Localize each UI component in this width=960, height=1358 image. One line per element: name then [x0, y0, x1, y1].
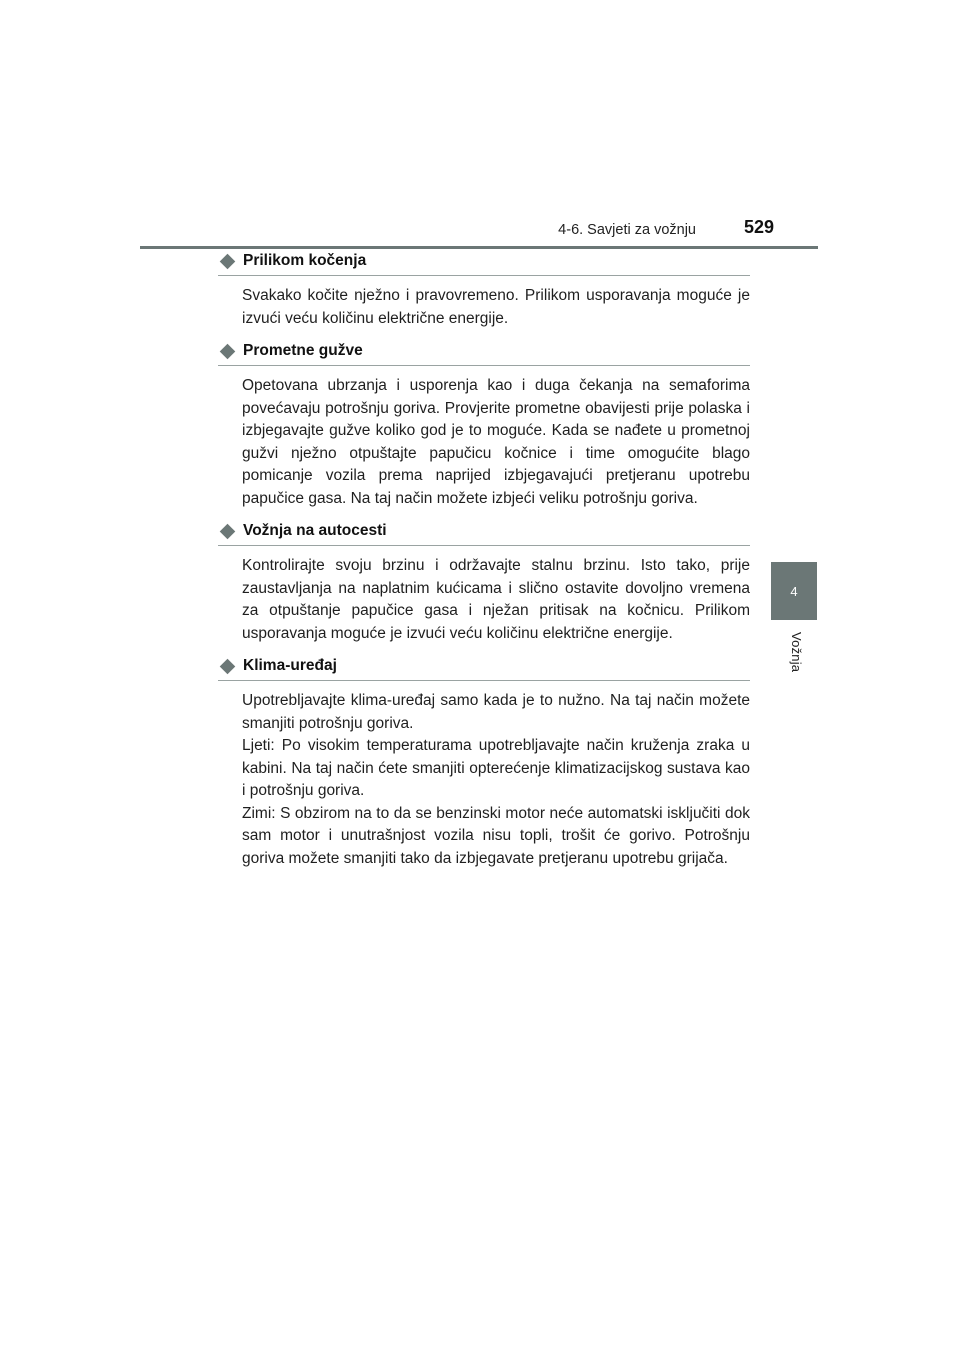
- section-heading: [218, 655, 750, 681]
- section-heading: [218, 520, 750, 546]
- heading-text: Vožnja na autocesti: [243, 522, 387, 539]
- heading-text: Klima-uređaj: [243, 657, 337, 674]
- section-heading: [218, 340, 750, 366]
- section-body: [242, 285, 750, 330]
- heading-text: Prilikom kočenja: [243, 252, 367, 269]
- diamond-bullet-icon: [220, 523, 236, 539]
- chapter-label: Vožnja: [789, 632, 804, 673]
- chapter-number: 4: [790, 583, 798, 599]
- section-air-conditioning: [218, 655, 750, 870]
- paragraph: Kontrolirajte svoju brzinu i održavajte stalnu brzinu. Isto tako, prije zaustavljanja na naplatnim kućicama i slično ostavite dovoljno vremena za otpuštanje papučice gasa i nježan pritisak na kočnicu. Prilikom usporavanja moguće je izvući veću količinu električne energije.: [242, 557, 750, 642]
- paragraph: Svakako kočite nježno i pravovremeno. Prilikom usporavanja moguće je izvući veću količinu električne energije.: [242, 287, 750, 327]
- section-body: [242, 555, 750, 645]
- section-body: [242, 690, 750, 870]
- section-label: 4-6. Savjeti za vožnju: [558, 222, 696, 238]
- diamond-bullet-icon: [220, 658, 236, 674]
- diamond-bullet-icon: [220, 253, 236, 269]
- section-braking: [218, 250, 750, 330]
- paragraph: Zimi: S obzirom na to da se benzinski motor neće automatski isključiti dok sam motor i unutrašnjost vozila nisu topli, trošit će gorivo. Potrošnju goriva možete smanjiti tako da izbjegavate pretjeranu upotrebu grijača.: [242, 804, 750, 867]
- heading-text: Prometne gužve: [243, 342, 363, 359]
- content: [218, 250, 750, 880]
- section-body: [242, 375, 750, 510]
- diamond-bullet-icon: [220, 343, 236, 359]
- page-number: 529: [743, 217, 774, 237]
- section-highway-driving: [218, 520, 750, 645]
- section-traffic-jams: [218, 340, 750, 510]
- paragraph: Upotrebljavajte klima-uređaj samo kada je to nužno. Na taj način možete smanjiti potrošnju goriva.: [242, 692, 750, 732]
- paragraph: Opetovana ubrzanja i usporenja kao i duga čekanja na semaforima povećavaju potrošnju goriva. Provjerite prometne obavijesti prije polaska i izbjegavajte gužve koliko god je to moguće. Kada se nađete u prometnoj gužvi nježno otpuštajte papučicu kočnice i time omogućite blago pomicanje vozila prema naprijed izbjegavajući pretjeranu upotrebu papučice gasa. Na taj način možete izbjeći veliku potrošnju goriva.: [242, 377, 750, 507]
- chapter-tab: [771, 562, 817, 620]
- paragraph: Ljeti: Po visokim temperaturama upotrebljavajte način kruženja zraka u kabini. Na taj način ćete smanjiti opterećenje klimatizacijskog sustava kao i potrošnju goriva.: [242, 737, 750, 799]
- page-header: [140, 212, 818, 249]
- section-heading: [218, 250, 750, 276]
